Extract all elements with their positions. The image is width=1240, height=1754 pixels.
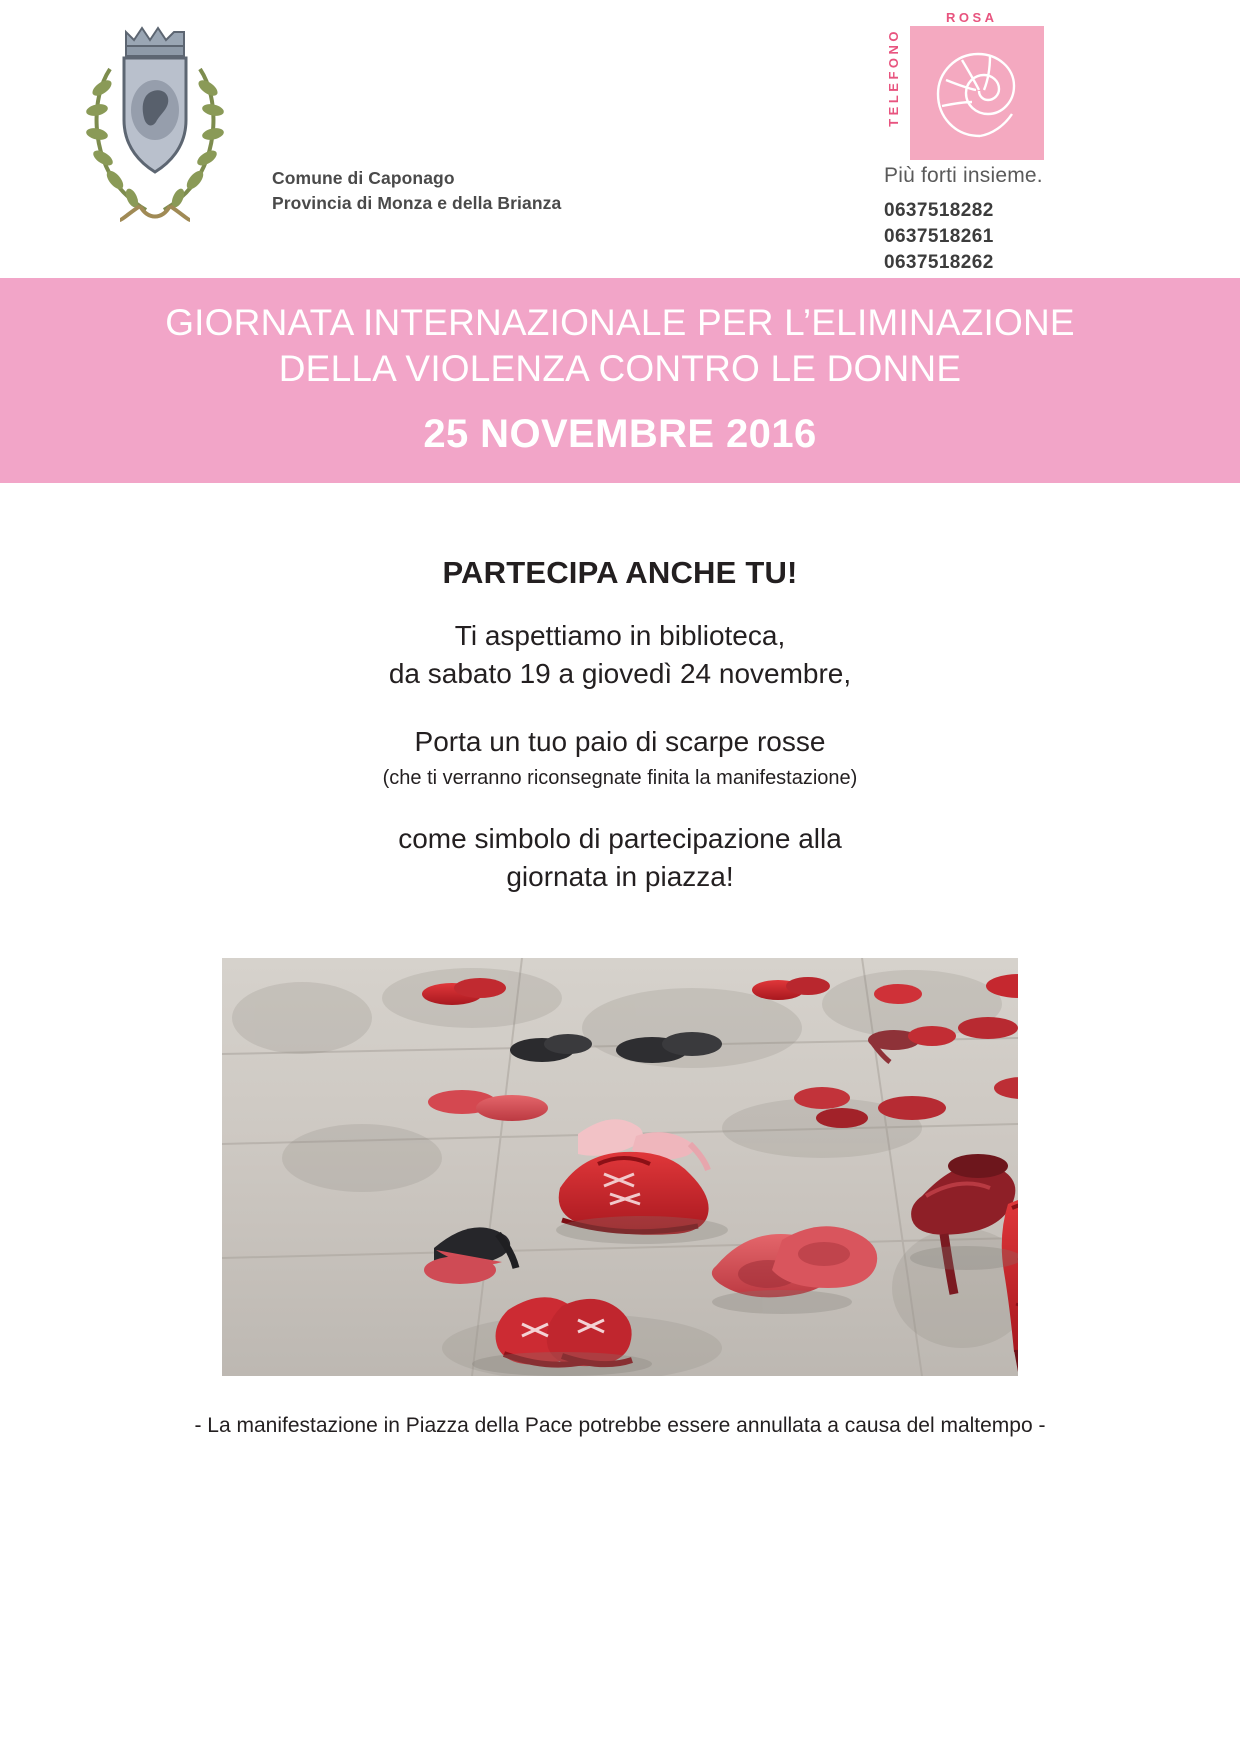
invitation-paragraph [0, 617, 1240, 693]
telefono-rosa-word-rosa: ROSA [946, 10, 998, 25]
telefono-rosa-logo [884, 8, 1044, 160]
telefono-rosa-tagline: Più forti insieme. [884, 164, 1043, 187]
banner-date: 25 NOVEMBRE 2016 [423, 411, 817, 456]
event-banner [0, 278, 1240, 483]
red-shoes-photo [222, 958, 1018, 1376]
phone-number: 0637518262 [884, 252, 994, 274]
banner-title-line2: DELLA VIOLENZA CONTRO LE DONNE [278, 347, 962, 389]
symbol-line2: giornata in piazza! [506, 861, 734, 893]
comune-block [272, 166, 561, 216]
poster-body [0, 483, 1240, 896]
coat-of-arms-icon [80, 14, 230, 224]
poster-header [0, 0, 1240, 278]
bring-shoes-note: (che ti verranno riconsegnate finita la manifestazione) [382, 766, 858, 789]
telefono-rosa-word-telefono: TELEFONO [886, 28, 901, 127]
banner-title-line1: GIORNATA INTERNAZIONALE PER L’ELIMINAZIONE [165, 302, 1075, 343]
weather-footnote: - La manifestazione in Piazza della Pace potrebbe essere annullata a causa del maltempo - [194, 1414, 1046, 1438]
invitation-line2: da sabato 19 a giovedì 24 novembre, [388, 657, 852, 689]
phone-number: 0637518261 [884, 226, 994, 248]
symbol-line1: come simbolo di partecipazione alla [398, 822, 842, 854]
bring-shoes-line: Porta un tuo paio di scarpe rosse [414, 725, 826, 757]
telefono-rosa-phone-list [884, 198, 994, 277]
comune-name: Comune di Caponago [272, 168, 455, 188]
call-to-action-title: PARTECIPA ANCHE TU! [442, 554, 798, 590]
nautilus-shell-icon [932, 46, 1028, 142]
phone-number: 0637518282 [884, 200, 994, 221]
symbol-paragraph [0, 820, 1240, 896]
invitation-line1: Ti aspettiamo in biblioteca, [454, 619, 786, 651]
provincia-name: Provincia di Monza e della Brianza [272, 192, 562, 213]
